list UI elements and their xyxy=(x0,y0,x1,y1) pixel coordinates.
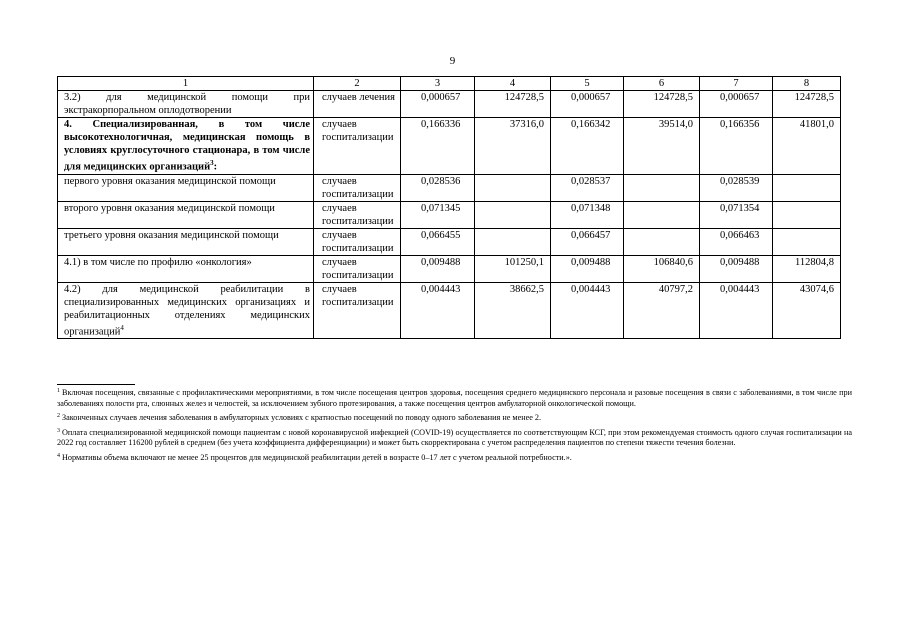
column-number: 2 xyxy=(314,77,401,91)
value-cell: 0,066455 xyxy=(401,228,475,255)
footnote-list xyxy=(57,386,852,464)
volume-norms-table xyxy=(57,76,841,339)
footnote-text: Включая посещения, связанные с профилактическими мероприятиями, в том числе посещения центров здоровья, посещения среднего медицинского персонала и разовые посещения в связи с заболеваниями, в том числе при заболеваниях полости рта, слюнных желез и челюстей, за исключением зубного протезирования, а также посещения центров амбулаторной онкологической помощи. xyxy=(57,388,852,408)
footnote-text: Нормативы объема включают не менее 25 процентов для медицинской реабилитации детей в возрасте 0–17 лет с учетом реальной потребности.». xyxy=(62,452,572,462)
column-number: 8 xyxy=(773,77,841,91)
value-cell: 112804,8 xyxy=(773,255,841,282)
row-description: 3.2) для медицинской помощи при экстракорпоральном оплодотворении xyxy=(58,91,314,118)
value-cell: 43074,6 xyxy=(773,282,841,339)
value-cell: 0,166356 xyxy=(700,118,773,175)
row-unit: случаев госпитализации xyxy=(314,228,401,255)
footnote-text: Оплата специализированной медицинской помощи пациентам с новой коронавирусной инфекцией (COVID-19) осуществляется по соответствующим КСГ, при этом рекомендуемая стоимость одного случая госпитализации на 2022 год составляет 116200 рублей в среднем (без учета коэффициента дифференциации) и может быть скорректирована с учетом распределения пациентов по степени тяжести течения болезни. xyxy=(57,427,852,448)
footnotes xyxy=(57,384,852,466)
row-description: третьего уровня оказания медицинской помощи xyxy=(58,228,314,255)
value-cell: 0,004443 xyxy=(401,282,475,339)
value-cell: 0,066463 xyxy=(700,228,773,255)
column-number: 1 xyxy=(58,77,314,91)
value-cell xyxy=(624,228,700,255)
value-cell: 0,004443 xyxy=(700,282,773,339)
row-unit: случаев госпитализации xyxy=(314,174,401,201)
value-cell: 106840,6 xyxy=(624,255,700,282)
value-cell: 0,028536 xyxy=(401,174,475,201)
value-cell xyxy=(475,228,551,255)
table-row xyxy=(58,201,841,228)
value-cell: 124728,5 xyxy=(773,91,841,118)
value-cell: 0,166342 xyxy=(551,118,624,175)
value-cell: 0,071348 xyxy=(551,201,624,228)
column-number: 5 xyxy=(551,77,624,91)
value-cell: 0,166336 xyxy=(401,118,475,175)
value-cell: 124728,5 xyxy=(475,91,551,118)
value-cell: 39514,0 xyxy=(624,118,700,175)
row-unit: случаев лечения xyxy=(314,91,401,118)
value-cell: 0,028537 xyxy=(551,174,624,201)
value-cell: 38662,5 xyxy=(475,282,551,339)
footnote xyxy=(57,426,852,449)
row-unit: случаев госпитализации xyxy=(314,201,401,228)
footnote xyxy=(57,411,852,424)
value-cell xyxy=(624,174,700,201)
footnote-mark: 3 xyxy=(57,427,60,434)
row-description: первого уровня оказания медицинской помощи xyxy=(58,174,314,201)
footnote-separator xyxy=(57,384,135,385)
row-description: 4. Специализированная, в том числе высокотехнологичная, медицинская помощь в условиях круглосуточного стационара, в том числе для медицинских организаций$^3$: xyxy=(58,118,314,175)
row-description: второго уровня оказания медицинской помощи xyxy=(58,201,314,228)
value-cell: 0,009488 xyxy=(401,255,475,282)
value-cell xyxy=(773,228,841,255)
column-number: 4 xyxy=(475,77,551,91)
value-cell: 0,028539 xyxy=(700,174,773,201)
value-cell: 41801,0 xyxy=(773,118,841,175)
row-description: 4.1) в том числе по профилю «онкология» xyxy=(58,255,314,282)
footnote-mark: 4 xyxy=(57,452,60,459)
value-cell: 0,009488 xyxy=(551,255,624,282)
footnote xyxy=(57,451,852,464)
value-cell: 0,000657 xyxy=(551,91,624,118)
value-cell: 0,000657 xyxy=(700,91,773,118)
value-cell xyxy=(773,201,841,228)
row-unit: случаев госпитализации xyxy=(314,118,401,175)
row-unit: случаев госпитализации xyxy=(314,282,401,339)
value-cell xyxy=(773,174,841,201)
value-cell xyxy=(624,201,700,228)
column-number: 6 xyxy=(624,77,700,91)
footnote-text: Законченных случаев лечения заболевания в амбулаторных условиях с кратностью посещений по поводу одного заболевания не менее 2. xyxy=(62,413,542,423)
table-row xyxy=(58,118,841,175)
page-number: 9 xyxy=(449,55,456,67)
table-row xyxy=(58,255,841,282)
column-number: 3 xyxy=(401,77,475,91)
value-cell: 40797,2 xyxy=(624,282,700,339)
table-row xyxy=(58,174,841,201)
value-cell: 37316,0 xyxy=(475,118,551,175)
table-row xyxy=(58,228,841,255)
table-row xyxy=(58,282,841,339)
value-cell: 0,071345 xyxy=(401,201,475,228)
value-cell: 0,009488 xyxy=(700,255,773,282)
value-cell: 0,066457 xyxy=(551,228,624,255)
table-row xyxy=(58,91,841,118)
footnote-ref: 3 xyxy=(210,159,214,167)
footnote xyxy=(57,386,852,409)
column-number: 7 xyxy=(700,77,773,91)
value-cell: 0,004443 xyxy=(551,282,624,339)
footnote-mark: 2 xyxy=(57,413,60,420)
value-cell xyxy=(475,174,551,201)
value-cell xyxy=(475,201,551,228)
row-unit: случаев госпитализации xyxy=(314,255,401,282)
value-cell: 0,071354 xyxy=(700,201,773,228)
value-cell: 124728,5 xyxy=(624,91,700,118)
value-cell: 0,000657 xyxy=(401,91,475,118)
footnote-mark: 1 xyxy=(57,388,60,394)
footnote-ref: 4 xyxy=(120,323,124,332)
row-description: 4.2) для медицинской реабилитации в специализированных медицинских организациях и реабилитационных отделениях медицинских организаций$^4$ xyxy=(58,282,314,339)
column-number-row xyxy=(58,77,841,91)
value-cell: 101250,1 xyxy=(475,255,551,282)
